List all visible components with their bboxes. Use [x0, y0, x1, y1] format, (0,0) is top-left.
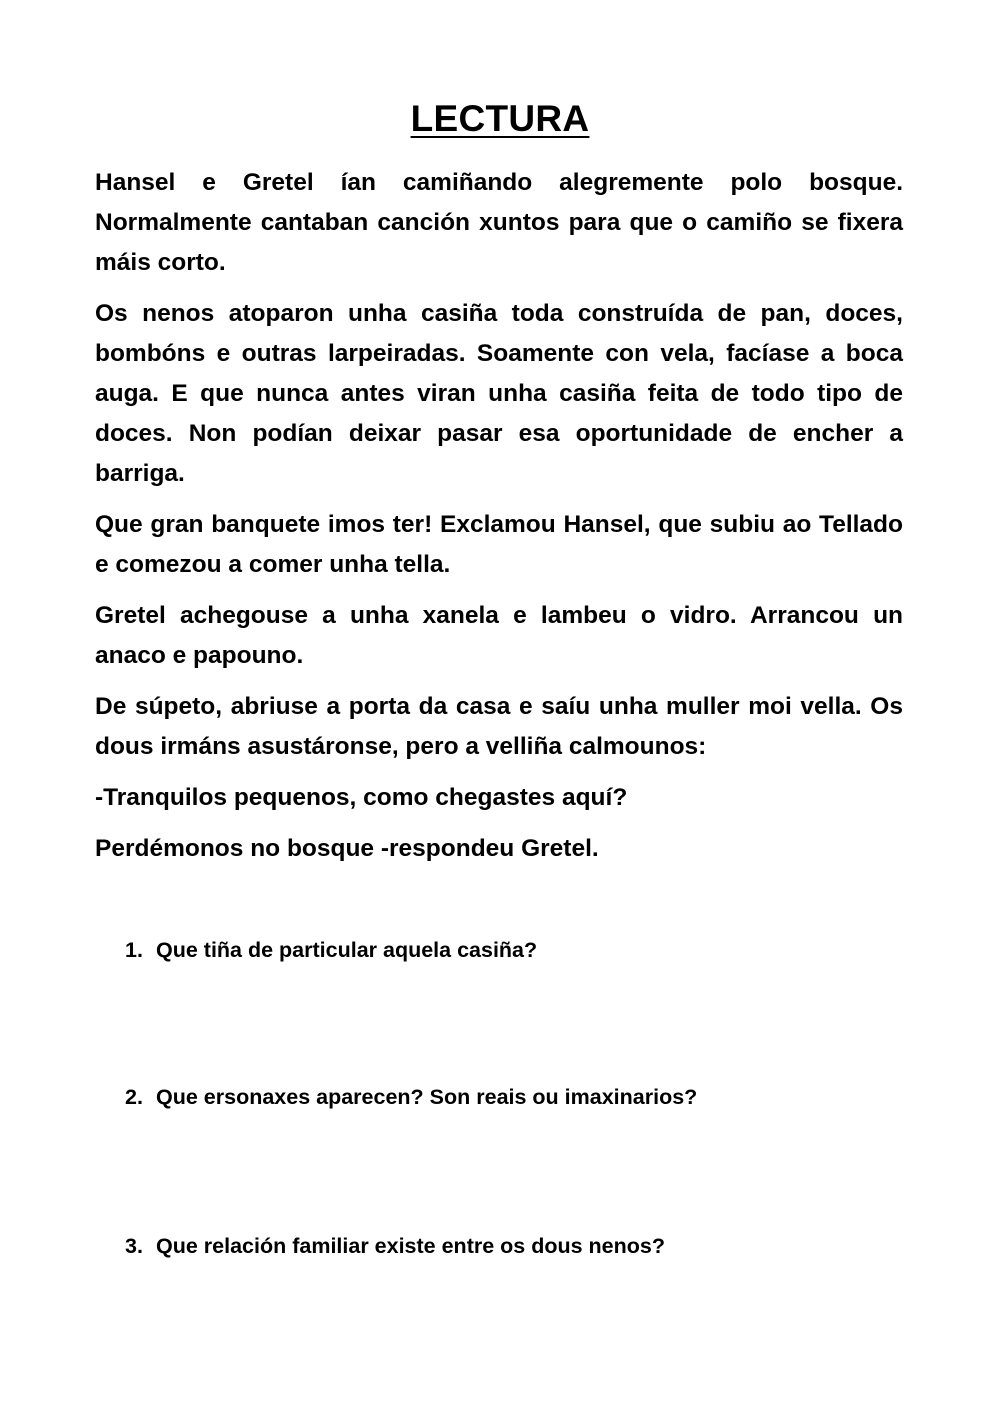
story-paragraph-1: Hansel e Gretel ían camiñando alegremente polo bosque. Normalmente cantaban canción xuntos para que o camiño se fixera máis corto.: [95, 169, 903, 276]
story-paragraph-3: Que gran banquete imos ter! Exclamou Hansel, que subiu ao Tellado e comezou a comer unha tella.: [95, 511, 903, 578]
story-text: [95, 163, 903, 880]
story-paragraph-7: Perdémonos no bosque -respondeu Gretel.: [95, 835, 599, 862]
story-paragraph-6: -Tranquilos pequenos, como chegastes aquí?: [95, 784, 628, 811]
page-title: LECTURA: [410, 98, 590, 139]
story-paragraph-2: Os nenos atoparon unha casiña toda construída de pan, doces, bombóns e outras larpeiradas. Soamente con vela, facíase a boca auga. E que nunca antes viran unha casiña feita de todo tipo de doces. Non podían deixar pasar esa oportunidade de encher a barriga.: [95, 300, 903, 487]
question-text: Que ersonaxes aparecen? Son reais ou imaxinarios?: [156, 1085, 698, 1109]
question-3: [125, 1231, 665, 1261]
question-text: Que relación familiar existe entre os dous nenos?: [156, 1234, 665, 1258]
story-paragraph-5: De súpeto, abriuse a porta da casa e saíu unha muller moi vella. Os dous irmáns asustáronse, pero a velliña calmounos:: [95, 693, 903, 760]
question-text: Que tiña de particular aquela casiña?: [156, 938, 538, 962]
question-number: 3.: [125, 1234, 143, 1258]
question-1: [125, 935, 537, 965]
question-number: 1.: [125, 938, 143, 962]
story-paragraph-4: Gretel achegouse a unha xanela e lambeu o vidro. Arrancou un anaco e papouno.: [95, 602, 903, 669]
question-2: [125, 1082, 697, 1112]
question-number: 2.: [125, 1085, 143, 1109]
